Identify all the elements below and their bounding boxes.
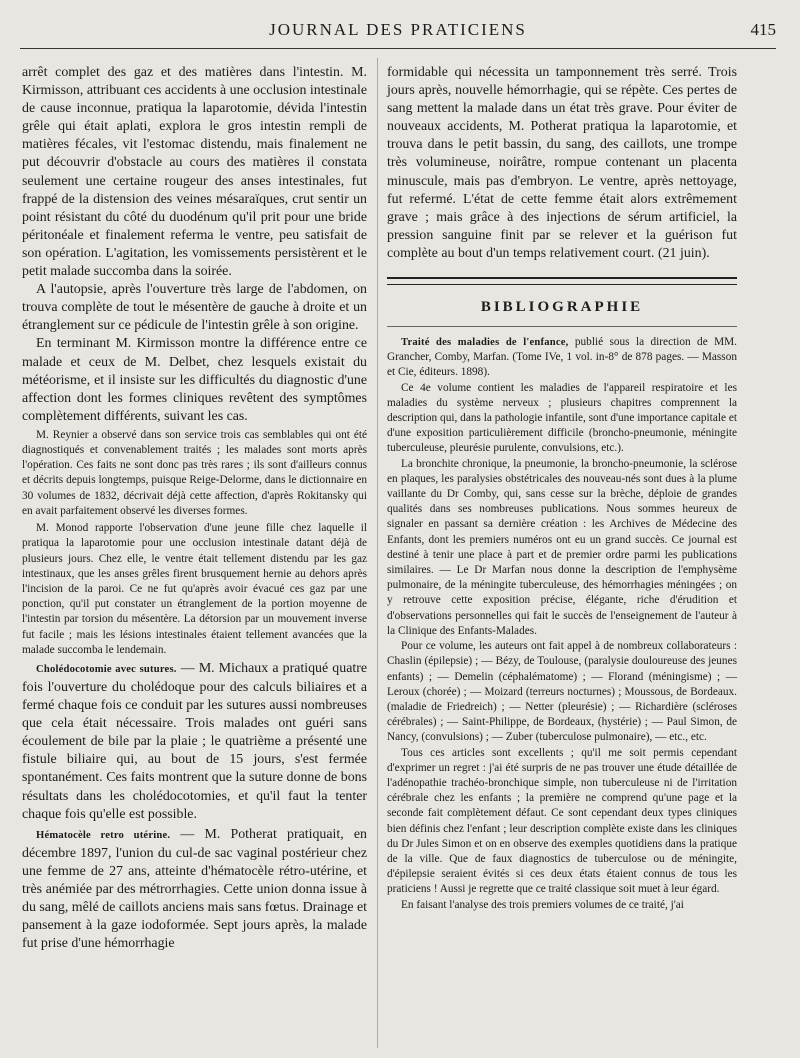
paragraph-small: Tous ces articles sont excellents ; qu'il me soit permis cependant d'exprimer un regret : j'ai été surpris de ne pas trouver une étude détaillée de l'adénopathie trachéo-bronchique simple, non tuberculeuse ni de l'irritation cérébrale chez les enfants ; la première ne comprend qu'une page et la seconde fait complètement défaut. Ce sont cependant deux types cliniques bien définis chez l'enfant ; leur description complète existe dans les cliniques du Dr Jules Simon et on en observe des exemples quotidiens dans la pratique de la ville. Que de faux diagnostics de tuberculose ou de méningite, d'épilepsie seraient évités si ces deux états étaient connus de tous les praticiens ! Aussi je regrette que ce traité classique soit muet à leur égard. [387, 746, 737, 896]
section-rule [387, 326, 737, 327]
page-header [20, 14, 776, 44]
column-divider [377, 58, 378, 1048]
article-hematocele [22, 826, 367, 954]
article-heading: Hématocèle retro utérine. [36, 829, 171, 841]
right-column [387, 64, 737, 913]
header-rule [20, 48, 776, 49]
book-title: Traité des maladies de l'enfance, [401, 337, 569, 349]
paragraph-small: Ce 4e volume contient les maladies de l'appareil respiratoire et les maladies du système nerveux ; plusieurs chapitres comprennent la description qui, dans la pathologie infantile, sont d'une importance capitale et d'une exposition particulièrement difficile (broncho-pneumonie, méningite tuberculeuse, pleurésie purulente, convulsions, etc.). [387, 381, 737, 455]
article-body: — M. Michaux a pratiqué quatre fois l'ouverture du cholédoque pour des calculs biliaires et a fermé chaque fois ce conduit par les sutures aussi nombreuses que cela était nécessaire. Trois malades ont guéri sans écoulement de bile par la plaie ; le quatrième a présenté une fistule biliaire qui, au bout de 15 jours, s'est fermée spontanément. Ces faits montrent que la suture donne de bons résultats dans les cholédocotomies, et qu'il faut la tenter chaque fois qu'elle est possible. [22, 660, 368, 822]
paragraph: formidable qui nécessita un tamponnement très serré. Trois jours après, nouvelle hémorrhagie, qui se répète. Ces pertes de sang mettent la malade dans un état très grave. Pour éviter de nouveaux accidents, M. Potherat pratiqua la laparotomie, et trouva dans le petit bassin, du sang, des caillots, une trompe très volumineuse, noirâtre, rompue contenant un placenta minuscule, mais pas d'embryon. Le ventre, après nettoyage, fut refermé. L'état de cette femme était alors extrêmement grave ; mais grâce à des injections de sérum artificiel, la pression sanguine finit par se relever et la guérison fut complète au bout d'un temps relativement court. (21 juin). [387, 65, 737, 261]
paragraph-small: En faisant l'analyse des trois premiers volumes de ce traité, j'ai [401, 898, 684, 911]
journal-title: JOURNAL DES PRATICIENS [269, 20, 527, 39]
section-title: BIBLIOGRAPHIE [480, 299, 644, 316]
book-details: publié sous la direction de MM. Grancher, Comby, Marfan. (Tome IVe, 1 vol. in-8° de 878 pages. — Masson et Cie, éditeurs. 1898). [387, 336, 738, 379]
paragraph-small: La bronchite chronique, la pneumonie, la broncho-pneumonie, la sclérose en plaques, les paralysies obstétricales des nouveau-nés sont dues à la plume vaillante du Dr Comby, qui, sans cesse sur la brèche, déploie de grandes qualités dans ses nombreuses publications. Nous sommes heureux de signaler en passant sa dernière création : les Archives de Médecine des Enfants, dont les premiers numéros ont eu un grand succès. Ce journal est destiné à tenir une place à part et de premier ordre parmi les publications similaires. — Le Dr Marfan nous donne la description de l'emphysème pulmonaire, de la méningite tuberculeuse, des hémorrhagies méningées ; on y retrouve cette exposition précise, élégante, riche d'érudition et d'observations personnelles qui fait le succès de l'enseignement de l'auteur à la Clinique des Enfants-Malades. [387, 457, 737, 637]
paragraph-small: M. Reynier a observé dans son service trois cas semblables qui ont été diagnostiqués et convenablement traités ; les malades sont morts après l'opération. Ces faits ne sont donc pas très rares ; ils sont d'ailleurs connus et décrits depuis longtemps, puisque Reige-Delorme, dans le dictionnaire en 30 volumes de 1832, décrivait déjà cette affection, d'après Rokitansky qui en avait parfaitement observé les diverses formes. [22, 428, 367, 517]
left-column [22, 64, 367, 953]
article-choledocotomie [22, 660, 367, 824]
section-divider [387, 277, 737, 285]
article-body: — M. Potherat pratiquait, en décembre 1897, l'union du cul-de sac vaginal postérieur chez une femme de 27 ans, atteinte d'hématocèle rétro-utérine, et très anémiée par des métrorrhagies. Cette union donna issue à du sang, mêlé de caillots anciens mais sans fœtus. Drainage et pansement à la gaze iodoformée. Sept jours après, la malade fut prise d'une hémorrhagie [22, 826, 367, 952]
paragraph-small: Pour ce volume, les auteurs ont fait appel à de nombreux collaborateurs : Chaslin (épilepsie) ; — Bézy, de Toulouse, (paralysie douloureuse des jeunes enfants) ; — Demelin (céphalématome) ; — Florand (méningisme) ; — Leroux (chorée) ; — Moizard (terreurs nocturnes) ; Moussous, de Bordeaux. (maladie de Friedreich) ; — Netter (pleurésie) ; — Richardière (scléroses cérébrales) ; — Saint-Philippe, de Bordeaux, (hystérie) ; — Paul Simon, de Nancy, (convulsions) ; — Zuber (tuberculose pulmonaire), — etc., etc. [387, 640, 737, 744]
paragraph: arrêt complet des gaz et des matières dans l'intestin. M. Kirmisson, attribuant ces accidents à une occlusion intestinale de cause inconnue, pratiqua la laparotomie, dévida l'intestin grêle qui était aplati, explora le gros intestin rempli de matières fécales, vit l'estomac distendu, mais finalement ne put découvrir d'obstacle au cours des matières il constata seulement une certaine rougeur des anses intestinales, fut frappé de la distension des veines mésaraïques, crut sentir un point résistant du côté du duodénum qu'il prit pour une bride péritonéale et finalement referma le ventre, peu satisfait de son opération. L'agitation, les vomissements persistèrent et le petit malade succomba dans la soirée. [22, 65, 367, 280]
page-number: 415 [750, 20, 776, 39]
book-review-entry [387, 335, 737, 381]
paragraph: En terminant M. Kirmisson montre la différence entre ce malade et ceux de M. Delbet, chez lesquels existait du météorisme, et il insiste sur les difficultés du diagnostic d'une affection dont les formes cliniques revêtent des symptômes complètement différents, suivant les cas. [22, 336, 367, 424]
article-heading: Cholédocotomie avec sutures. [36, 663, 177, 675]
paragraph-small: M. Monod rapporte l'observation d'une jeune fille chez laquelle il pratiqua la laparotomie pour une occlusion intestinale datant déjà de plusieurs jours. Chez elle, le ventre était tellement distendu par les gaz intestinaux, que les anses grêles firent brusquement hernie au dehors après l'incision de la paroi. Ce ne fut qu'après avoir évacué ces gaz par une ponction, qu'il put constater un étranglement de la portion moyenne de l'intestin par torsion du mésentère. La détorsion par un mouvement inverse fut facile ; mais les lésions intestinales étaient tellement avancées que la malade succomba le lendemain. [22, 522, 367, 656]
paragraph: A l'autopsie, après l'ouverture très large de l'abdomen, on trouva complète de tout le mésentère de gauche à droite et un étranglement sur ce pédicule de l'intestin grêle à son origine. [22, 282, 367, 334]
